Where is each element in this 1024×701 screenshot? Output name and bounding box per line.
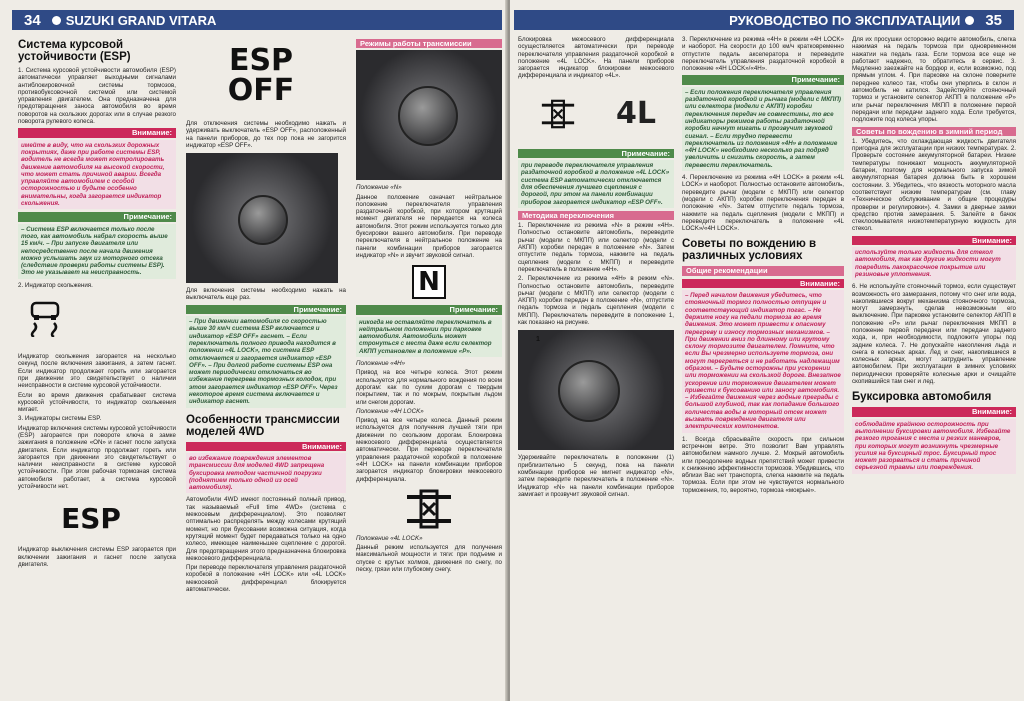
left-column-2 xyxy=(186,36,346,595)
note-bar-4: Примечание: xyxy=(518,149,674,158)
switch-text-2: 4. Переключение из режима «4H LOCK» в режим «4L LOCK» и наоборот. Полностью остановите автомобиль, переведите рычаг (модели с МКПП) или селектор (модели с АКПП) коробки переключения передач в положение «N». Затем отпустите педаль тормоза, нажмите на педаль сцепления (модели с МКПП) и переведите переключатель в положение «4L LOCK»/«4H LOCK». xyxy=(682,174,844,233)
neutral-note: никогда не оставляйте переключатель в нейтральном положении при парковке автомобиля. Автомобиль может стронуться с места даже если селектор АКПП установлен в положение «P». xyxy=(356,317,502,357)
position-n-text: Данное положение означает нейтральное положение переключателя управления раздаточной коробкой, при котором крутящий момент двигателя не передается на колеса автомобиля. Этот режим используется только для буксировки вашего автомобиля. При переводе переключателя в нейтральное положение на панели комбинации приборов загорается индикатор «N» и звучит звуковой сигнал. xyxy=(356,193,502,259)
esp-indicator-icon xyxy=(36,496,146,540)
four-l-indicators xyxy=(518,82,674,146)
warning-bar: Внимание: xyxy=(18,128,176,137)
note-bar-5: Примечание: xyxy=(682,75,844,84)
esp-off-indicator-icon xyxy=(186,36,336,116)
transmission-text: Автомобили 4WD имеют постоянный полный привод, так называемый «Full time 4WD» (система с межосевым дифференциалом). Это позволяет оптимально распределять между колесами крутящий момент, но при буксовании возможна ситуация, когда крутящий момент будет передаваться только на одно колесо, имеющее наименьшее сцепление с дорогой. Для предотвращения этого предназначена блокировка межосевого дифференциала. xyxy=(186,496,346,562)
esp-switch-photo xyxy=(186,153,338,283)
slip-indicator-area xyxy=(18,291,176,353)
slip-heading: 2. Индикатор скольжения. xyxy=(18,281,93,289)
left-column-3 xyxy=(356,36,502,575)
esp-indicator-heading: 3. Индикаторы системы ESP. xyxy=(18,415,102,423)
esp-off-label-2: OFF xyxy=(227,73,295,108)
header-dot-icon xyxy=(52,16,61,25)
tow-warning: соблюдайте крайнюю осторожность при выполнении буксировки автомобиля. Избегайте резкого трогания с места и резких маневров, при которых могут возникнуть чрезмерные усилия на буксирный трос. Буксирный трос может разорваться и стать причиной серьезной травмы или повреждения. xyxy=(852,419,1016,474)
esp-intro: 1. Система курсовой устойчивости автомобиля (ESP) автоматически управляет выходными сигналами антиблокировочной системы тормозов, противобуксовочной системой или системой управления двигателем. Она предназначена для предотвращения заноса автомобиля во время поворотов на скользких дорогах или в случае резкого поворота рулевого колеса. xyxy=(18,67,176,126)
diff-lock-icon-2 xyxy=(536,94,580,134)
method-title: Методика переключения xyxy=(518,211,674,220)
skid-icon xyxy=(26,299,64,337)
four-l-label: 4L xyxy=(616,96,656,132)
right-column-2 xyxy=(682,36,844,496)
method-text: 1. Переключение из режима «N» в режим «4H». Полностью остановите автомобиль, переведите рычаг (модели с МКПП) или селектор (модели с АКПП) коробки передач в положение «N». Затем отпустите педаль тормоза, нажмите на педаль сцепления (модели с МКПП) и переведите переключатель в положение «4H». xyxy=(518,222,674,273)
slip-text: Индикатор скольжения загорается на несколько секунд после включения зажигания, а затем гаснет. Если индикатор продолжает гореть или загорается при движении это свидетельствует о наличии неисправности в системе курсовой устойчивости. xyxy=(18,353,176,390)
winter-title: Советы по вождению в зимний период xyxy=(852,127,1016,136)
transmission-text-2: При переводе переключателя управления раздаточной коробкой в положение «4H LOCK» или «4L LOCK» межосевой дифференциал блокируется автоматически. xyxy=(186,564,346,593)
enable-text: Для включения системы необходимо нажать на выключатель еще раз. xyxy=(186,287,346,302)
warning-bar-2: Внимание: xyxy=(186,442,346,451)
right-header xyxy=(514,10,1014,30)
photo-callout: 1 xyxy=(536,336,540,344)
transfer-switch-photo xyxy=(356,50,502,180)
general-title: Общие рекомендации xyxy=(682,266,844,275)
switch-text: 3. Переключение из режима «4H» в режим «4H LOCK» и наоборот. На скорости до 100 км/ч кратковременно отпустите педаль акселератора и переведите переключатель управления раздаточной коробкой в положение «4H LOCK»/«4H». xyxy=(682,36,844,73)
manual-title: РУКОВОДСТВО ПО ЭКСПЛУАТАЦИИ xyxy=(729,12,961,28)
neutral-indicator-icon xyxy=(412,265,446,299)
top-left-text: Блокировка межосевого дифференциала осуществляется автоматически при переводе переключателя управления раздаточной коробкой в положение «4L LOCK». На панели приборов загорается индикатор блокировки межосевого дифференциала и индикатор «4L». xyxy=(518,36,674,80)
esp-indicator-text: Индикатор включения системы курсовой устойчивости (ESP) загорается при повороте ключа в замке зажигания в положение «ON» и гаснет после запуска двигателя. Если индикатор продолжает гореть или загорается при движении это свидетельствует о наличии неисправности в системе курсовой устойчивости. При этом рабочая тормозная система автомобиля работает, а система курсовой устойчивости нет. xyxy=(18,424,176,491)
right-column-1 xyxy=(518,36,674,500)
page-number-right: 35 xyxy=(985,11,1002,29)
transmission-warning: во избежание повреждения элементов трансмиссии для моделей 4WD запрещена буксировка методом частичной погрузки (поднятием только одной из осей автомобиля). xyxy=(186,453,346,493)
position-4llock-text: Данный режим используется для получения максимальной мощности и тяги: при подъеме и спуске с крутых холмов, движения по снегу, по песку, грязи или глубокому снегу. xyxy=(356,544,502,573)
four-l-note: при переводе переключателя управления раздаточной коробкой в положение «4L LOCK» система ESP автоматически отключается для обеспечения лучшего сцепления с дорогой, при этом на панели комбинации приборов загорается индикатор «ESP OFF». xyxy=(518,160,674,208)
right-page xyxy=(510,0,1024,701)
position-4hlock-heading: Положение «4H LOCK» xyxy=(356,407,424,415)
warning-bar-4: Внимание: xyxy=(852,236,1016,245)
position-4hlock-text: Привод на все четыре колеса. Данный режим используется для получения лучшей тяги при движении по скользким дорогам. Блокировка межосевого дифференциала осуществляется автоматически. При переводе переключателя управления раздаточной коробкой в положение «4H LOCK» на панели комбинации приборов загорается индикатор блокировки межосевого дифференциала. xyxy=(356,417,502,483)
knob-photo xyxy=(558,360,620,422)
position-4llock-heading: Положение «4L LOCK» xyxy=(356,534,423,542)
page-number-left: 34 xyxy=(24,11,41,29)
esp-warning: имейте в виду, что на скользких дорожных покрытиях, даже при работе системы ESP, водитель не всегда может контролировать движение автомобиля на высокой скорости, что может стать причиной аварии. Всегда управляйте автомобилем с особой осторожностью и будьте особенно внимательны, когда загорается индикатор скольжения. xyxy=(18,140,176,210)
left-header xyxy=(12,10,502,30)
header-dot-icon-right xyxy=(965,16,974,25)
general-warning: – Перед началом движения убедитесь, что стояночный тормоз полностью отпущен и соответствующий индикатор погас. – Не держите ногу на педали тормоза во время движения. Это может привести к опасному перегреву и износу тормозных механизмов. – При движении вниз по длинному или крутому склону тормозите двигателем. Помните, что если Вы чрезмерно используете тормоза, они могут перегреться и не работать надлежащим образом. – Будьте осторожны при ускорении или торможении на скользкой дороге. Внезапное ускорение или торможение двигателем может привести к буксованию или заносу автомобиля. – Избегайте движения через водные преграды с большой глубиной, так как попадание большого количества воды в моторный отсек может вызвать повреждение двигателя или электрических компонентов. xyxy=(682,290,844,433)
modes-title: Режимы работы трансмиссии xyxy=(356,39,502,48)
general-text: 1. Всегда сбрасывайте скорость при сильном встречном ветре. Это позволит Вам управлять автомобилем намного лучше. 2. Мокрый автомобиль или преодоление водных препятствий может привести к снижению эффективности тормозов. Убедившись, что вблизи Вас нет транспорта, слегка нажмите на педаль тормоза. Если при этом не чувствуется нормального торможения, то, вероятно, тормоза «мокрые». xyxy=(682,435,844,494)
winter-text: 1. Убедитесь, что охлаждающая жидкость двигателя пригодна для эксплуатации при низких температурах. 2. Проверьте состояние аккумуляторной батареи. Низкие температуры понижают мощность аккумуляторной батареи, поэтому для нормального запуска зимой аккумуляторная батарея должна быть в хорошем состоянии. 3. Убедитесь, что вязкость моторного масла соответствует низким температурам (см. главу «Техническое обслуживание и общие процедуры проверки и регулировки»). 4. Замки в дверные замки средство против замерзания. 5. Залейте в бачок стеклоомывателя низкотемпературную жидкость для стекол. xyxy=(852,137,1016,233)
left-column-1 xyxy=(18,36,176,570)
note-bar-3: Примечание: xyxy=(356,305,502,314)
esp-off-button-photo xyxy=(238,195,288,245)
position-4h-text: Привод на все четыре колеса. Этот режим используется для нормального вождения по всем дорогам: как по сухим дорогам с твердым покрытием, так и по мокрым, покрытым льдом или снегом дорогам. xyxy=(356,369,502,406)
note-bar-2: Примечание: xyxy=(186,305,346,314)
transfer-knob-photo-2 xyxy=(518,330,674,450)
esp-title: Система курсовой устойчивости (ESP) xyxy=(18,39,131,63)
esp-note: – Система ESP включается только после того, как автомобиль набрал скорость выше 15 км/ч. – При запуске двигателя или непосредственно после начала движения можно услышать звук из моторного отсека (следствие проверки работы системы ESP). Это не указывает на неисправность. xyxy=(18,224,176,279)
slip-text-2: Если во время движения срабатывает система курсовой устойчивости, то индикатор скольжения мигает. xyxy=(18,391,176,414)
warning-bar-5: Внимание: xyxy=(852,407,1016,416)
method-text-2: 2. Переключение из режима «4H» в режим «N». Полностью остановите автомобиль, переведите рычаг (модели с МКПП) или селектор (модели с АКПП) коробки передач в положение «N», отпустите педаль тормоза и педаль сцепления (модели с МКПП). Переключатель переведите в положение 1, как показано на рисунке. xyxy=(518,275,674,327)
left-page xyxy=(0,0,508,701)
transfer-knob-photo xyxy=(398,86,458,146)
esp-off-caption: Индикатор выключения системы ESP загорается при включении зажигания и гаснет после запуска двигателя. xyxy=(18,546,176,568)
n-label: N xyxy=(418,266,440,297)
warning-bar-3: Внимание: xyxy=(682,279,844,288)
driving-title: Советы по вождению в различных условиях xyxy=(682,238,817,263)
brand-title: SUZUKI GRAND VITARA xyxy=(65,12,217,28)
tow-title: Буксировка автомобиля xyxy=(852,391,992,404)
esp-label: ESP xyxy=(61,501,121,535)
esp-off-label-1: ESP xyxy=(228,43,294,78)
esp-note-2: – При движении автомобиля со скоростью выше 30 км/ч система ESP включается и индикатор «ESP OFF» гаснет. – Если переключатель полного привода находится в положении «4L LOCK», то система ESP отключается и загорается индикатор «ESP OFF». – При долгой работе системы ESP она может периодически отключаться во избежание перегрева тормозных колодок, при этом загорается индикатор «ESP OFF». Через некоторое время система включается и индикатор гаснет. xyxy=(186,316,346,408)
winter-text-2: 6. Не используйте стояночный тормоз, если существует возможность его замерзания, потому что снег или вода, накопившиеся вокруг механизма стояночного тормоза, могут замерзнуть, сделав невозможным его выключение. При парковке установите селектор АКПП в положение «P» или рычаг переключения МКПП в положение первой передачи или передачи заднего хода, и, при необходимости, подложите упоры под задние колеса. 7. Не допускайте накопления льда и снега в колесных арках. Лед и снег, накопившиеся в колесных арках, могут затруднить управление автомобилем. При эксплуатации в зимних условиях периодически проверяйте колесные арки и счищайте скопившийся там снег и лед. xyxy=(852,283,1016,386)
position-4h-heading: Положение «4H» xyxy=(356,360,406,368)
transmission-title: Особенности трансмиссии моделей 4WD xyxy=(186,413,340,438)
winter-warning: используйте только жидкость для стекол автомобиля, так как другие жидкости могут повредить лакокрасочное покрытие или резиновые уплотнения. xyxy=(852,247,1016,280)
disable-text: Для отключения системы необходимо нажать и удерживать выключатель «ESP OFF», расположенный на панели приборов, до тех пор пока не загорится индикатор «ESP OFF». xyxy=(186,120,346,149)
col3-text: Для их просушки осторожно ведите автомобиль, слегка нажимая на педаль тормоза при одновременном нажатии на педаль газа. Если тормоза все еще не работают надежно, то обратитесь в сервис. 3. Медленно заезжайте на бордюр и, если возможно, под прямым углом. 4. При парковке на склоне поверните переднее колесо так, чтобы они уперлись в склон и автомобиль не катился. Задействуйте стояночный тормоз и установите селектор АКПП в положение «P» или рычаг переключения МКПП в положение первой передачи или передачи заднего хода. Если требуется, подложите под колеса упоры. xyxy=(852,36,1016,124)
diff-lock-icon xyxy=(399,487,459,531)
position-n-heading: Положение «N» xyxy=(356,184,402,192)
note-bar: Примечание: xyxy=(18,212,176,221)
hold-text: Удерживайте переключатель в положении (1) приблизительно 5 секунд, пока на панели комбинации приборов не мигнет индикатор «N», затем переведите переключатель в положение «N». Индикатор «N» на панели комбинации приборов замигает и прозвучит звуковой сигнал. xyxy=(518,454,674,498)
right-column-3 xyxy=(852,36,1016,477)
switch-note: – Если положения переключателя управления раздаточной коробкой и рычага (модели с МКПП) или селектора (модели с АКПП) коробки переключения передач не совместимы, то все индикаторы режимов работы раздаточной коробки начнут мигать и прозвучит звуковой сигнал. – Если трудно перевести переключатель из положения «4H» в положение «4H LOCK» необходимо несколько раз подряд увеличить и снизить скорость, а затем перевести переключатель. xyxy=(682,87,844,171)
